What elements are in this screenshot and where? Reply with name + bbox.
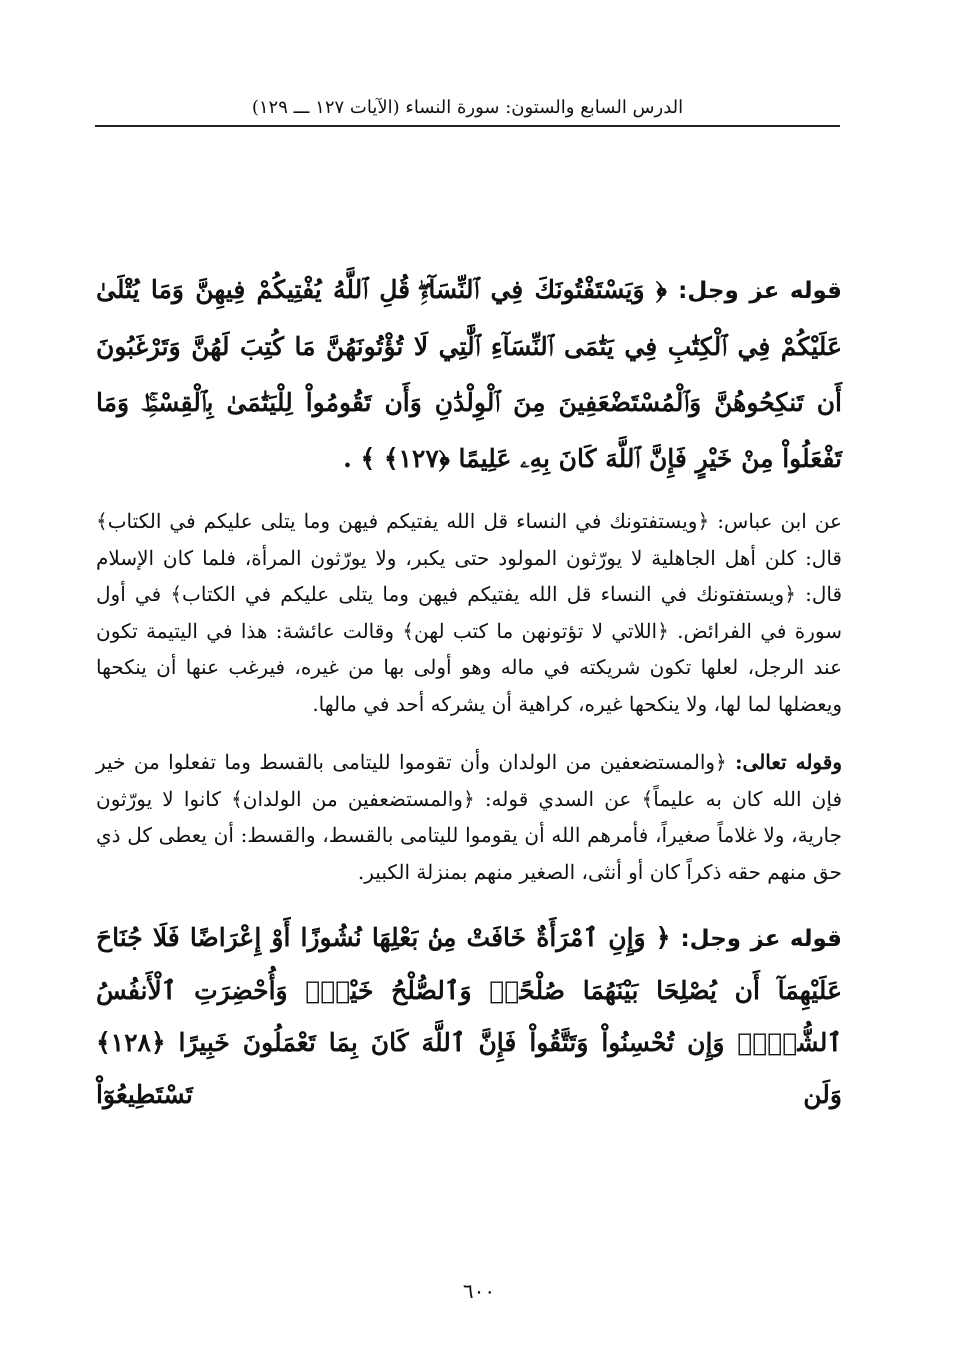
header-divider: [95, 125, 840, 127]
quran-verse-128: ﴿ وَإِنِ ٱمْرَأَةٌ خَافَتْ مِنۢ بَعْلِهَا نُشُوزًا أَوْ إِعْرَاضًا فَلَا جُنَاحَ عَلَيْهِمَآ أَن يُصْلِحَا بَيْنَهُمَا صُلْحًاۚ وَٱلصُّلْحُ خَيْرٌۗ وَأُحْضِرَتِ ٱلْأَنفُسُ ٱلشُّحَّۚ وَإِن تُحْسِنُواْ وَتَتَّقُواْ فَإِنَّ ٱللَّهَ كَانَ بِمَا تَعْمَلُونَ خَبِيرًا ﴿١٢٨﴾ وَلَن تَسْتَطِيعُوٓاْ: [96, 923, 842, 1109]
running-header: الدرس السابع والستون: سورة النساء (الآيات ١٢٧ ـــ ١٢٩): [251, 97, 684, 118]
paragraph-text: ﴿والمستضعفين من الولدان وأن تقوموا لليتامى بالقسط وما تفعلوا من خير فإن الله كان به عليماً﴾ عن السدي قوله: ﴿والمستضعفين من الولدان﴾ كانوا لا يورّثون جارية، ولا غلاماً صغيراً، فأمرهم الله أن يقوموا لليتامى بالقسط، والقسط: أن يعطى كل ذي حق منهم حقه ذكراً كان أو أنثى، الصغير منهم بمنزلة الكبير.: [96, 750, 843, 884]
verse-127-block: [96, 262, 842, 487]
page-body: [96, 262, 842, 1121]
verse-lead: قوله عز وجل:: [680, 926, 842, 952]
paragraph-lead: وقوله تعالى:: [735, 750, 842, 774]
page-number: ٦٠٠: [462, 1279, 496, 1303]
verse-lead: قوله عز وجل:: [678, 278, 842, 304]
commentary-paragraph-mustadafin: [96, 744, 842, 890]
quran-verse-127: ﴿ وَيَسْتَفْتُونَكَ فِي ٱلنِّسَآءِۖ قُلِ ٱللَّهُ يُفْتِيكُمْ فِيهِنَّ وَمَا يُتْلَىٰ عَلَيْكُمْ فِي ٱلْكِتَٰبِ فِي يَتَٰمَى ٱلنِّسَآءِ ٱلَّٰتِي لَا تُؤْتُونَهُنَّ مَا كُتِبَ لَهُنَّ وَتَرْغَبُونَ أَن تَنكِحُوهُنَّ وَٱلْمُسْتَضْعَفِينَ مِنَ ٱلْوِلْدَٰنِ وَأَن تَقُومُواْ لِلْيَتَٰمَىٰ بِٱلْقِسْطِۚ وَمَا تَفْعَلُواْ مِنْ خَيْرٍ فَإِنَّ ٱللَّهَ كَانَ بِهِۦ عَلِيمًا ﴿١٢٧﴾ ﴾ .: [96, 275, 842, 473]
verse-128-block: [96, 912, 842, 1121]
commentary-paragraph-ibn-abbas: عن ابن عباس: ﴿ويستفتونك في النساء قل الله يفتيكم فيهن وما يتلى عليكم في الكتاب﴾ قال: كلن أهل الجاهلية لا يورّثون المولود حتى يكبر، ولا يورّثون المرأة، فلما كان الإسلام قال: ﴿ويستفتونك في النساء قل الله يفتيكم فيهن وما يتلى عليكم في الكتاب﴾ في أول سورة في الفرائض. ﴿اللاتي لا تؤتونهن ما كتب لهن﴾ وقالت عائشة: هذا في اليتيمة تكون عند الرجل، لعلها تكون شريكته في ماله وهو أولى بها من غيره، فيرغب عنها أن ينكحها ويعضلها لما لها، ولا ينكحها غيره، كراهية أن يشركه أحد في مالها.: [96, 509, 843, 716]
